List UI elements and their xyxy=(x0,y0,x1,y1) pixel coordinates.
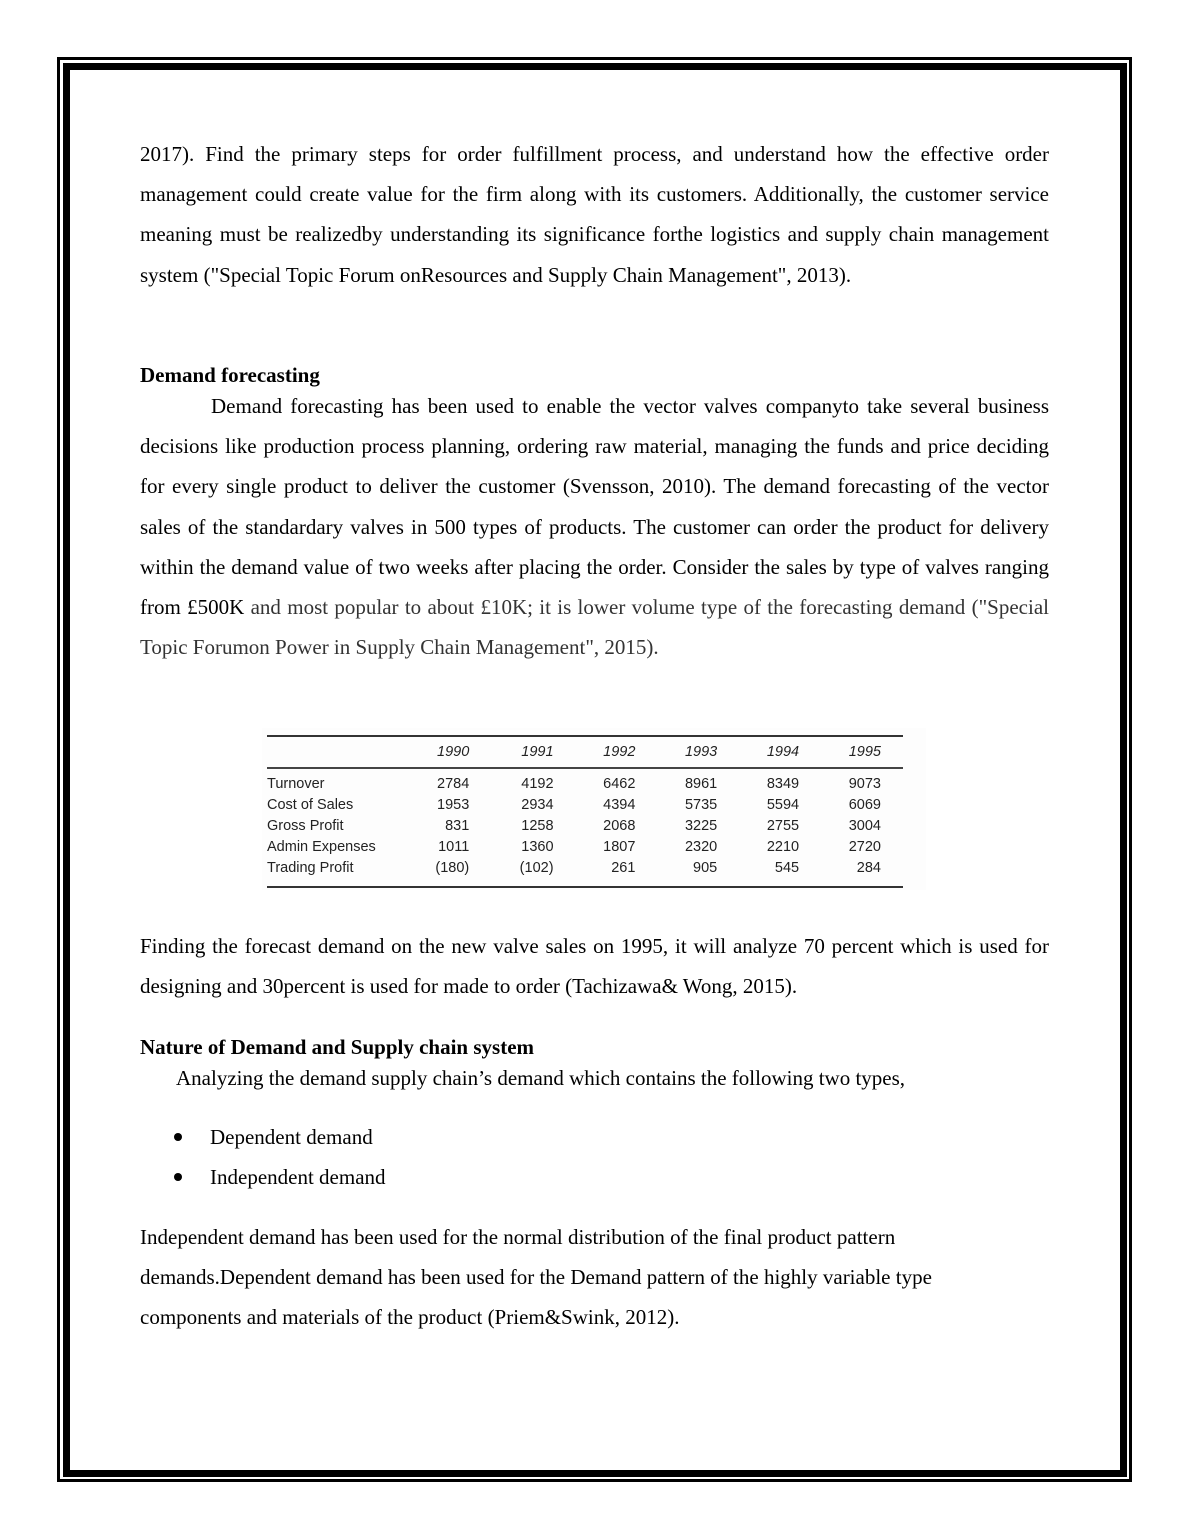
row-label: Gross Profit xyxy=(267,817,344,834)
list-item-label: Dependent demand xyxy=(210,1125,373,1149)
table-cell: 1258 xyxy=(521,817,554,834)
section-heading-nature-of-demand: Nature of Demand and Supply chain system xyxy=(140,1035,535,1059)
intro-paragraph: 2017). Find the primary steps for order fulfillment process, and understand how the effective order management could create value for the firm along with its customers. Additionally, the customer service meaning must be realizedby understanding its significance forthe logistics and supply chain management system ("Special Topic Forum onResources and Supply Chain Management", 2013). xyxy=(140,142,1049,287)
table-cell: 6069 xyxy=(848,796,881,813)
table-row xyxy=(267,794,903,815)
table-header-year: 1990 xyxy=(437,744,470,760)
closing-paragraph xyxy=(140,1217,1049,1338)
row-label: Turnover xyxy=(267,775,325,792)
table-cell: 2320 xyxy=(684,838,718,855)
table-cell: 5735 xyxy=(684,796,718,813)
table-header-year: 1994 xyxy=(766,744,800,760)
table-cell: 1011 xyxy=(438,838,470,855)
closing-line: components and materials of the product (Priem&Swink, 2012). xyxy=(140,1305,680,1330)
forecast-paragraph: Finding the forecast demand on the new valve sales on 1995, it will analyze 70 percent which is used for designing and 30percent is used for made to order (Tachizawa& Wong, 2015). xyxy=(140,934,1049,999)
paragraph-gray-text: and most popular to about £10K; it is lower volume type of the forecasting demand ("Special Topic Forumon Power in Supply Chain Management", 2015). xyxy=(140,595,1049,660)
section2-intro: Analyzing the demand supply chain’s demand which contains the following two types, xyxy=(176,1066,906,1090)
table-cell: 2934 xyxy=(521,796,554,813)
list-item xyxy=(140,1117,1049,1157)
table-cell: 2784 xyxy=(437,775,470,792)
table-cell: 545 xyxy=(774,859,800,876)
table-cell: 8349 xyxy=(766,775,800,792)
table-header-year: 1991 xyxy=(521,744,554,760)
table-header-blank xyxy=(267,736,407,768)
table-cell: 4192 xyxy=(521,775,554,792)
table-cell: 2720 xyxy=(848,838,881,855)
table-cell: 5594 xyxy=(766,796,800,813)
financial-table xyxy=(267,735,903,888)
list-item xyxy=(140,1157,1049,1197)
closing-line: Independent demand has been used for the normal distribution of the final product pattern xyxy=(140,1225,896,1249)
table-cell: (180) xyxy=(435,859,470,876)
table-cell: 2068 xyxy=(603,817,636,834)
demand-types-list xyxy=(140,1117,1049,1197)
table-header-year: 1995 xyxy=(848,744,881,760)
table-row xyxy=(267,836,903,857)
table-row xyxy=(267,857,903,887)
financial-table-image xyxy=(262,728,926,890)
table-header-year: 1992 xyxy=(603,744,636,760)
table-cell: 261 xyxy=(611,859,636,876)
table-row xyxy=(267,815,903,836)
table-cell: 284 xyxy=(856,859,881,876)
table-cell: 9073 xyxy=(848,775,881,792)
row-label: Cost of Sales xyxy=(267,796,354,813)
row-label: Trading Profit xyxy=(267,859,354,876)
table-cell: 6462 xyxy=(603,775,636,792)
table-cell: 4394 xyxy=(603,796,636,813)
table-cell: 1360 xyxy=(521,838,554,855)
demand-forecasting-paragraph xyxy=(140,386,1049,667)
table-cell: 2755 xyxy=(766,817,800,834)
table-cell: 3225 xyxy=(684,817,718,834)
table-cell: 1953 xyxy=(437,796,470,813)
table-header-year: 1993 xyxy=(684,744,718,760)
table-cell: (102) xyxy=(519,859,554,876)
section-heading-demand-forecasting: Demand forecasting xyxy=(140,363,320,387)
table-cell: 905 xyxy=(693,859,718,876)
table-header-row xyxy=(267,736,903,768)
table-row xyxy=(267,768,903,794)
bullet-icon xyxy=(174,1133,182,1141)
table-cell: 1807 xyxy=(603,838,636,855)
table-cell: 2210 xyxy=(766,838,800,855)
closing-line: demands.Dependent demand has been used for the Demand pattern of the highly variable type xyxy=(140,1265,932,1290)
list-item-label: Independent demand xyxy=(210,1165,386,1190)
table-cell: 831 xyxy=(445,817,470,834)
table-cell: 8961 xyxy=(684,775,718,792)
table-cell: 3004 xyxy=(848,817,881,834)
bullet-icon xyxy=(174,1173,182,1181)
row-label: Admin Expenses xyxy=(267,838,376,855)
paragraph-main-text: Demand forecasting has been used to enable the vector valves companyto take several business decisions like production process planning, ordering raw material, managing the funds and price deciding for every single product to deliver the customer (Svensson, 2010). The demand forecasting of the vector sales of the standardary valves in 500 types of products. The customer can order the product for delivery within the demand value of two weeks after placing the order. Consider the sales by type of valves ranging from £500K xyxy=(140,394,1049,620)
